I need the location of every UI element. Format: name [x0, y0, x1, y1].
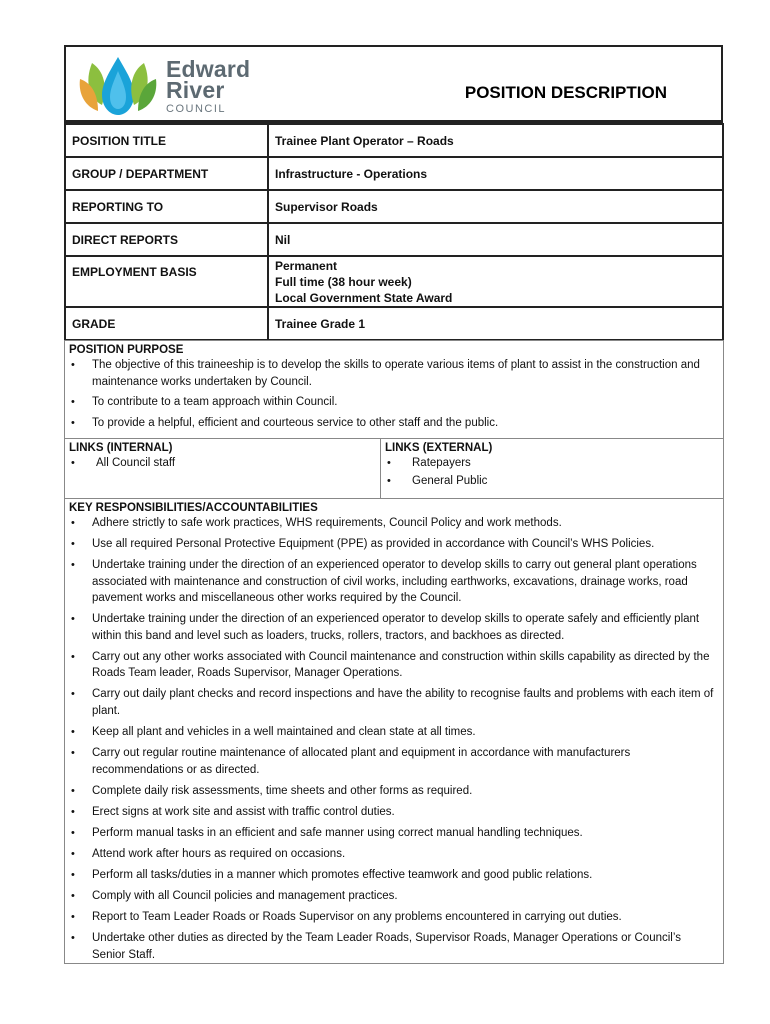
- logo-wordmark: Edward River: [166, 56, 251, 103]
- logo-subtitle: COUNCIL: [166, 103, 227, 115]
- position-info-table: [64, 123, 724, 341]
- logo-emblem-icon: [74, 53, 164, 119]
- list-item: • To contribute to a team approach within Council.: [65, 394, 723, 411]
- list-item: • Undertake training under the direction of an experienced operator to develop skills to carry out general plant operations associated with maintenance and construction of civil works, including earthworks, excavations, drainage works, road pavement works and miscellaneous other works required by the Council.: [65, 557, 723, 607]
- section-title: LINKS (INTERNAL): [69, 442, 173, 454]
- row-label: EMPLOYMENT BASIS: [65, 256, 268, 307]
- list-item: • Carry out daily plant checks and record inspections and have the ability to recognise faults and problems with each item of plant.: [65, 686, 723, 719]
- position-purpose-section: [64, 340, 724, 439]
- row-label: GRADE: [65, 307, 268, 340]
- list-item: • General Public: [381, 473, 723, 491]
- list-item: • Adhere strictly to safe work practices, WHS requirements, Council Policy and work methods.: [65, 515, 723, 532]
- table-row: [65, 223, 723, 256]
- list-item: • Complete daily risk assessments, time sheets and other forms as required.: [65, 783, 723, 800]
- list-item: • Undertake training under the direction of an experienced operator to develop skills to operate safely and efficiently plant within this band and level such as loaders, trucks, rollers, tractors, and backhoes as directed.: [65, 611, 723, 644]
- list-item: • Report to Team Leader Roads or Roads Supervisor on any problems encountered in carrying out duties.: [65, 909, 723, 926]
- section-title: LINKS (EXTERNAL): [385, 442, 493, 454]
- row-value: Trainee Grade 1: [268, 307, 723, 340]
- row-value: Infrastructure - Operations: [268, 157, 723, 190]
- document-header: [64, 45, 723, 123]
- list-item: • Attend work after hours as required on occasions.: [65, 846, 723, 863]
- links-internal-list: [65, 455, 380, 473]
- table-row: [65, 124, 723, 157]
- section-title: KEY RESPONSIBILITIES/ACCOUNTABILITIES: [69, 502, 318, 514]
- list-item: • Comply with all Council policies and management practices.: [65, 888, 723, 905]
- row-label: DIRECT REPORTS: [65, 223, 268, 256]
- table-row: [65, 307, 723, 340]
- table-row: [65, 190, 723, 223]
- employment-basis-line: Full time (38 hour week): [275, 274, 412, 289]
- list-item: • Perform all tasks/duties in a manner which promotes effective teamwork and good public relations.: [65, 867, 723, 884]
- row-value: Trainee Plant Operator – Roads: [268, 124, 723, 157]
- row-value: Supervisor Roads: [268, 190, 723, 223]
- row-value: Nil: [268, 223, 723, 256]
- responsibilities-section: [64, 498, 724, 964]
- list-item: • Carry out any other works associated with Council maintenance and construction within skills capability as directed by the Roads Team leader, Roads Supervisor, Manager Operations.: [65, 649, 723, 682]
- row-label: GROUP / DEPARTMENT: [65, 157, 268, 190]
- responsibilities-list: [65, 515, 723, 963]
- page-title: POSITION DESCRIPTION: [464, 83, 667, 102]
- list-item: • Ratepayers: [381, 455, 723, 473]
- list-item: • Erect signs at work site and assist with traffic control duties.: [65, 804, 723, 821]
- list-item: • Perform manual tasks in an efficient and safe manner using correct manual handling techniques.: [65, 825, 723, 842]
- purpose-list: [65, 357, 723, 431]
- list-item: • The objective of this traineeship is to develop the skills to operate various items of plant to assist in the construction and maintenance works undertaken by Council.: [65, 357, 723, 390]
- list-item: • All Council staff: [65, 455, 380, 473]
- list-item: • Undertake other duties as directed by the Team Leader Roads, Supervisor Roads, Manager Operations or Council’s Senior Staff.: [65, 930, 723, 963]
- list-item: • Keep all plant and vehicles in a well maintained and clean state at all times.: [65, 724, 723, 741]
- employment-basis-line: Permanent: [275, 258, 338, 273]
- row-value: [268, 256, 723, 307]
- row-label: REPORTING TO: [65, 190, 268, 223]
- list-item: • To provide a helpful, efficient and courteous service to other staff and the public.: [65, 415, 723, 432]
- section-title: POSITION PURPOSE: [69, 344, 184, 356]
- links-internal-section: [64, 438, 381, 499]
- links-external-section: [380, 438, 724, 499]
- employment-basis-line: Local Government State Award: [275, 290, 453, 305]
- row-label: POSITION TITLE: [65, 124, 268, 157]
- table-row: [65, 157, 723, 190]
- links-external-list: [381, 455, 723, 490]
- list-item: • Use all required Personal Protective Equipment (PPE) as provided in accordance with Council’s WHS Policies.: [65, 536, 723, 553]
- edward-river-council-logo: [74, 53, 264, 115]
- list-item: • Carry out regular routine maintenance of allocated plant and equipment in accordance with manufacturers recommendations or as directed.: [65, 745, 723, 778]
- table-row: [65, 256, 723, 307]
